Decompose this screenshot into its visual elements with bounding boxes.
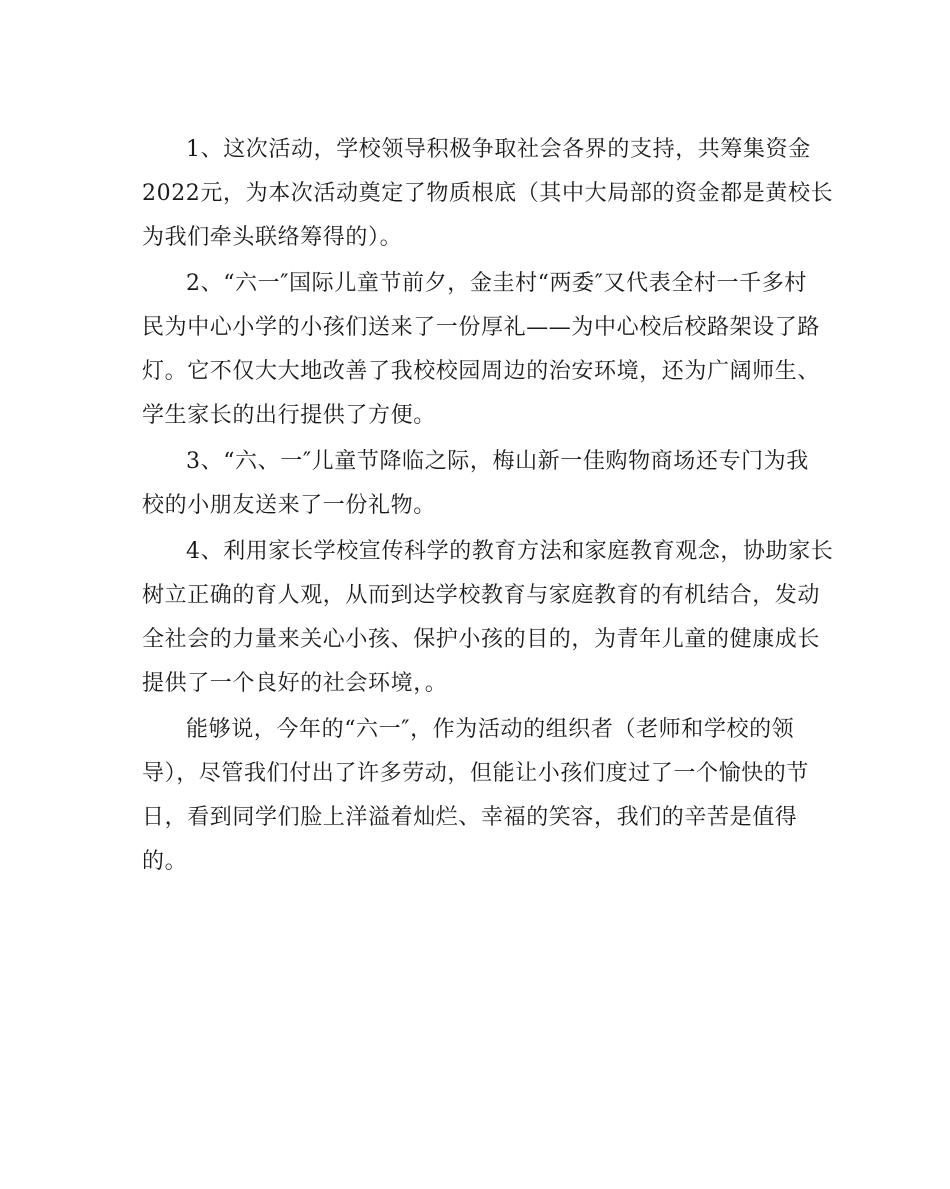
paragraph-line: 全社会的力量来关心小孩、保护小孩的目的，为青年儿童的健康成长 [142, 627, 821, 652]
paragraph-line: 为我们牵头联络筹得的）。 [142, 225, 403, 250]
paragraph-line: 4、利用家长学校宣传科学的教育方法和家庭教育观念，协助家长 [186, 539, 834, 564]
paragraph-line: 树立正确的育人观，从而到达学校教育与家庭教育的有机结合，发动 [142, 583, 821, 608]
paragraph-2 [142, 262, 821, 438]
paragraph-line: 民为中心小学的小孩们送来了一份厚礼——为中心校后校路架设了路 [142, 315, 821, 340]
paragraph-line: 2、“六一″国际儿童节前夕，金圭村“两委″又代表全村一千多村 [186, 271, 807, 296]
paragraph-4 [142, 530, 834, 706]
paragraph-line: 校的小朋友送来了一份礼物。 [142, 493, 436, 518]
paragraph-line: 的。 [142, 849, 188, 874]
paragraph-line: 3、“六、一″儿童节降临之际，梅山新一佳购物商场还专门为我 [186, 449, 809, 474]
paragraph-line: 导），尽管我们付出了许多劳动，但能让小孩们度过了一个愉快的节 [142, 761, 810, 786]
paragraph-5 [142, 708, 814, 884]
paragraph-line: 1、这次活动，学校领导积极争取社会各界的支持，共筹集资金 [186, 137, 811, 162]
document-body [142, 128, 834, 886]
paragraph-1 [142, 128, 834, 260]
paragraph-line: 日，看到同学们脸上洋溢着灿烂、幸福的笑容，我们的辛苦是值得 [142, 805, 798, 830]
paragraph-line: 学生家长的出行提供了方便。 [142, 403, 436, 428]
paragraph-3 [142, 440, 814, 528]
paragraph-line: 提供了一个良好的社会环境，。 [142, 671, 448, 696]
paragraph-line: 能够说，今年的“六一″，作为活动的组织者（老师和学校的领 [186, 717, 795, 742]
paragraph-line: 2022元，为本次活动奠定了物质根底（其中大局部的资金都是黄校长 [142, 181, 834, 206]
paragraph-line: 灯。它不仅大大地改善了我校校园周边的治安环境，还为广阔师生、 [142, 359, 821, 384]
